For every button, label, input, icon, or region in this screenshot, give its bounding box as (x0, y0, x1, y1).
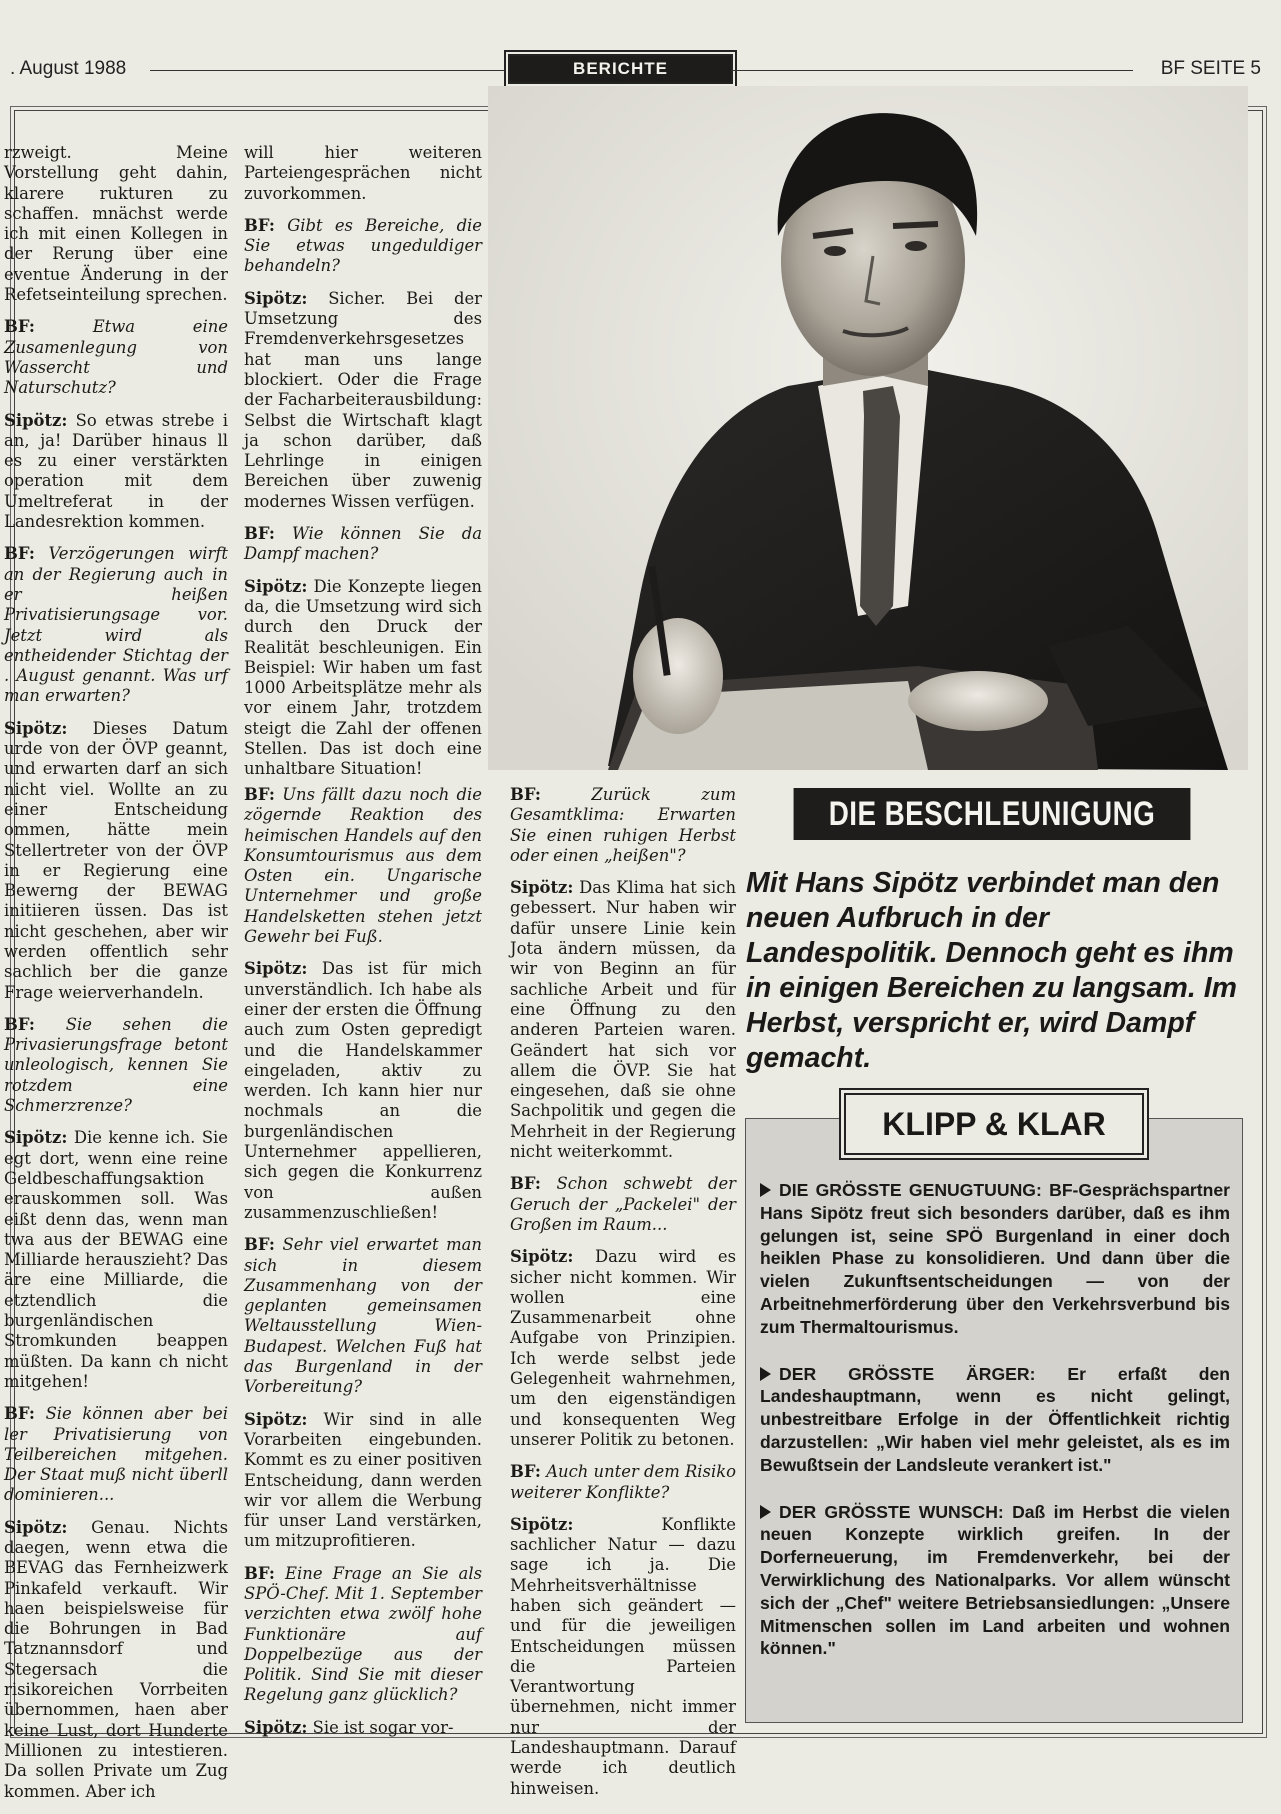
feature-lead: Mit Hans Sipötz verbindet man den neuen Aufbruch in der Landespolitik. Dennoch geht es ihm in einigen Bereichen zu langsam. Im Herbst, verspricht er, wird Dampf gemacht. (746, 867, 1237, 1074)
column-1 (4, 143, 228, 1814)
interview-answer: Sipötz: Das Klima hat sich gebessert. Nur haben wir dafür unsere Linie kein Jota ändern müssen, da wir von Beginn an für sachliche Arbeit und für eine Öffnung zu den anderen Parteien waren. Geändert hat sich vor allem die ÖVP. Sie hat eingesehen, daß sie ohne Sachpolitik und gegen die Mehrheit in der Regierung nicht weiterkommt. (510, 878, 736, 1162)
klipp-klar-title: KLIPP & KLAR (844, 1093, 1144, 1155)
issue-date: . August 1988 (10, 58, 127, 79)
klipp-klar-box (745, 1106, 1243, 1723)
interview-question: BF: Schon schwebt der Geruch der „Packelei" der Großen im Raum... (510, 1174, 736, 1234)
portrait-photo (488, 86, 1248, 770)
speaker-label: BF: (244, 1563, 275, 1583)
column-2 (244, 143, 482, 792)
interview-answer: rzweigt. Meine Vorstellung geht dahin, klarere rukturen zu schaffen. mnächst werde ich mit einen Kollegen in der Rerung über eine eventue Änderung in der Refetseinteilung sprechen. (4, 143, 228, 305)
speaker-label: Sipötz: (4, 1128, 68, 1148)
speaker-label: BF: (244, 215, 275, 235)
speaker-label: Sipötz: (510, 1514, 574, 1534)
speaker-label: Sipötz: (510, 1247, 574, 1267)
speaker-label: BF: (510, 785, 541, 804)
interview-question: BF: Uns fällt dazu noch die zögernde Reaktion des heimischen Handels auf den Konsumtourismus aus dem Osten ein. Ungarische Unternehmer und große Handelsketten stehen jetzt Gewehr bei Fuß. (244, 785, 482, 947)
page-number: BF SEITE 5 (1160, 58, 1261, 79)
speaker-label: Sipötz: (244, 1717, 308, 1737)
triangle-bullet-icon (760, 1505, 771, 1519)
klipp-item-head: DIE GRÖSSTE GENUGTUUNG: (779, 1180, 1042, 1200)
column-3-lower (510, 785, 736, 1811)
feature-title: DIE BESCHLEUNIGUNG (794, 788, 1191, 840)
speaker-label: BF: (244, 524, 275, 544)
speaker-label: BF: (510, 1174, 541, 1194)
klipp-item (760, 1179, 1230, 1339)
section-label: BERICHTE (508, 54, 733, 84)
header-rule-right (731, 70, 1133, 71)
speaker-label: Sipötz: (244, 288, 308, 308)
speaker-label: Sipötz: (244, 959, 308, 979)
klipp-item-text: BF-Gesprächspartner Hans Sipötz freut sich besonders darüber, daß es ihm gelungen ist, seine SPÖ Burgenland in einer doch heiklen Phase zu konsolidieren. Und dann über die vielen Zukunftsentscheidungen — von der Arbeitnehmerförderung über den Verkehrsverbund bis zum Thermaltourismus. (760, 1180, 1230, 1337)
interview-answer: will hier weiteren Parteiengesprächen nicht zuvorkommen. (244, 143, 482, 203)
interview-question: BF: Verzögerungen wirft an der Regierung auch in er heißen Privatisierungsage vor. Jetzt wird als entheidender Stichtag der . August genannt. Was urf man erwarten? (4, 544, 228, 706)
speaker-label: BF: (244, 1235, 275, 1255)
interview-answer: Sipötz: Dazu wird es sicher nicht kommen. Wir wollen eine Zusammenarbeit ohne Aufgabe von Prinzipien. Ich werde selbst jede Gelegenheit wahrnehmen, um den eigenständigen und konsequenten Weg unserer Politik zu betonen. (510, 1247, 736, 1449)
triangle-bullet-icon (760, 1183, 771, 1197)
speaker-label: BF: (4, 1404, 35, 1424)
interview-question: BF: Sie sehen die Privasierungsfrage betont unleologisch, kennen Sie rotzdem eine Schmerzrenze? (4, 1014, 228, 1116)
header-rule-left (150, 70, 519, 71)
portrait-illustration (488, 86, 1248, 770)
interview-question: BF: Auch unter dem Risiko weiterer Konflikte? (510, 1462, 736, 1502)
klipp-klar-body (760, 1179, 1230, 1684)
speaker-label: Sipötz: (4, 1517, 68, 1537)
klipp-item-head: DER GRÖSSTE WUNSCH: (779, 1501, 1004, 1522)
interview-question: BF: Zurück zum Gesamtklima: Erwarten Sie einen ruhigen Herbst oder einen „heißen"? (510, 785, 736, 865)
interview-answer: Sipötz: Dieses Datum urde von der ÖVP geannt, und erwarten darf an sich nicht viel. Wollte an zu einer Entscheidung ommen, hätte mein Stellertreter von der ÖVP in er Regierung eine Bewerng der BEWAG initiieren üssen. Das ist nicht geschehen, aber wir werden offentlich sehr sachlich ber die ganze Frage weierverhandeln. (4, 718, 228, 1002)
speaker-label: Sipötz: (4, 410, 68, 430)
speaker-label: Sipötz: (244, 1409, 308, 1429)
interview-question: BF: Eine Frage an Sie als SPÖ-Chef. Mit 1. September verzichten etwa zwölf hohe Funktionäre auf Doppelbezüge aus der Politik. Sind Sie mit dieser Regelung ganz glücklich? (244, 1563, 482, 1705)
interview-question: BF: Sie können aber bei ler Privatisierung von Teilbereichen mitgehen. Der Staat muß nicht überll dominieren... (4, 1404, 228, 1505)
klipp-item-text: Daß im Herbst die vielen neuen Konzepte wirklich greifen. In der Dorferneuerung, im Fremdenverkehr, bei der Verwirklichung des Nationalparks. Vor allem wünscht sich der „Chef" weitere Betriebsansiedlungen: „Unsere Mitmenschen sollen im Land arbeiten und wohnen können." (760, 1501, 1230, 1659)
interview-answer: Sipötz: Konflikte sachlicher Natur — dazu sage ich ja. Die Mehrheitsverhältnisse haben sich geändert — und für die jeweiligen Entscheidungen müssen die Parteien Verantwortung übernehmen, nicht immer nur der Landeshauptmann. Darauf werde ich deutlich hinweisen. (510, 1514, 736, 1798)
speaker-label: BF: (4, 317, 35, 337)
speaker-label: Sipötz: (4, 718, 68, 738)
speaker-label: BF: (244, 785, 275, 804)
column-2-lower (244, 785, 482, 1750)
speaker-label: BF: (4, 544, 35, 564)
speaker-label: BF: (4, 1014, 35, 1034)
interview-answer: Sipötz: Die Konzepte liegen da, die Umsetzung wird sich durch den Druck der Realität beschleunigen. Ein Beispiel: Wir haben um fast 1000 Arbeitsplätze mehr als vor einem Jahr, trotzdem steigt die Zahl der offenen Stellen. Das ist doch eine unhaltbare Situation! (244, 576, 482, 779)
page-header (0, 52, 1281, 86)
speaker-label: Sipötz: (244, 576, 308, 596)
interview-answer: Sipötz: Die kenne ich. Sie egt dort, wenn eine reine Geldbeschaffungsaktion erauskommen soll. Was eißt denn das, wenn man twa aus der BEWAG eine Milliarde herauszieht? Das äre eine Milliarde, die etztendlich die burgenländischen Stromkunden beappen müßten. Da kann ch nicht mitgehen! (4, 1128, 228, 1391)
klipp-item (760, 1363, 1230, 1477)
interview-answer: Sipötz: Wir sind in alle Vorarbeiten eingebunden. Kommt es zu einer positiven Entscheidung, dann werden wir vor allem die Werbung für unser Land verstärken, um mitzuprofitieren. (244, 1409, 482, 1551)
speaker-label: Sipötz: (510, 878, 574, 898)
speaker-label: BF: (510, 1462, 541, 1482)
interview-question: BF: Etwa eine Zusamenlegung von Wassercht und Naturschutz? (4, 317, 228, 398)
klipp-item-text: Er erfaßt den Landeshauptmann, wenn es nicht gelingt, unbestreitbare Erfolge in der Öffentlichkeit richtig darzustellen: „Wir haben viel mehr geleistet, als es im Bewußtsein der Landsleute verankert ist." (760, 1363, 1230, 1475)
interview-question: BF: Sehr viel erwartet man sich in diesem Zusammenhang von der geplanten gemeinsamen Weltausstellung Wien-Budapest. Welchen Fuß hat das Burgenland in der Vorbereitung? (244, 1235, 482, 1397)
interview-answer: Sipötz: So etwas strebe i an, ja! Darüber hinaus ll es zu einer verstärkten operation mit dem Umeltreferat in der Landesrektion kommen. (4, 410, 228, 532)
interview-answer: Sipötz: Sie ist sogar vor- (244, 1717, 454, 1737)
triangle-bullet-icon (760, 1367, 771, 1381)
interview-answer: Sipötz: Das ist für mich unverständlich. Ich habe als einer der ersten die Öffnung auch zum Osten gepredigt und die Handelskammer eingeladen, aktiv zu werden. Ich kann hier nur nochmals an die burgenländischen Unternehmer appellieren, sich gegen die Konkurrenz von außen zusammenzuschließen! (244, 959, 482, 1222)
interview-question: BF: Wie können Sie da Dampf machen? (244, 524, 482, 564)
interview-question: BF: Gibt es Bereiche, die Sie etwas ungeduldiger behandeln? (244, 215, 482, 276)
interview-answer: Sipötz: Sicher. Bei der Umsetzung des Fremdenverkehrsgesetzes hat man uns lange blockiert. Oder die Frage der Facharbeiterausbildung: Selbst die Wirtschaft klagt ja schon darüber, daß Lehrlinge in einigen Bereichen über zuwenig modernes Wissen verfügen. (244, 288, 482, 511)
klipp-item (760, 1501, 1230, 1661)
klipp-item-head: DER GRÖSSTE ÄRGER: (779, 1363, 1036, 1384)
interview-answer: Sipötz: Genau. Nichts daegen, wenn etwa die BEVAG das Fernheizwerk Pinkafeld verkauft. Wir haen beispielsweise für die Bohrungen in Bad Tatznannsdorf und Stegersach die risikoreichen Vorrbeiten übernommen, haen aber keine Lust, dort Hunderte Millionen zu intestieren. Da sollen Private um Zug kommen. Aber ich (4, 1517, 228, 1801)
